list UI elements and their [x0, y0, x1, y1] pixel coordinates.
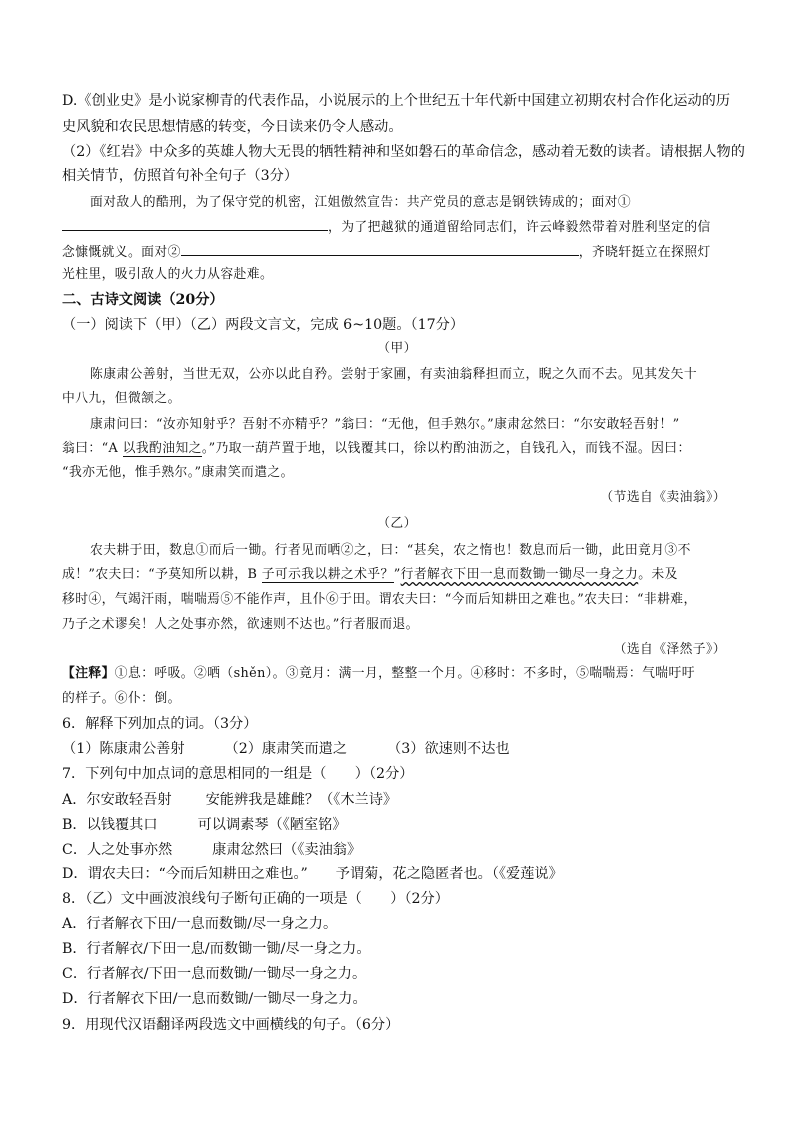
q9-stem: 9．用现代汉语翻译两段选文中画横线的句子。（6分）: [62, 1017, 400, 1033]
q2-paragraph-line3-text: 念慷慨就义。面对②: [62, 245, 181, 260]
q7-option-c-1: C．人之处事亦然: [62, 842, 173, 858]
passage-yi-line2: [62, 565, 678, 585]
q8-option-b[interactable]: B．行者解衣/下田一息/而数锄一锄/尽一身之力。: [62, 941, 371, 957]
q2-stem-line1: （2）《红岩》中众多的英雄人物大无畏的牺牲精神和坚如磐石的革命信念，感动着无数的读者。请根据人物的: [62, 144, 745, 160]
passage-jia-line1: 陈康肃公善射，当世无双，公亦以此自矜。尝射于家圃，有卖油翁释担而立，睨之久而不去。见其发矢十: [90, 367, 698, 382]
passage-yi-label: （乙）: [377, 516, 417, 531]
q6-item-1: （1）陈康肃公善射: [62, 741, 185, 757]
passage-jia-source: （节选自《卖油翁》）: [600, 490, 726, 505]
answer-blank-2[interactable]: [181, 241, 579, 256]
q7-option-b[interactable]: [62, 815, 347, 835]
q7-option-d-1: D．谓农夫曰：“今而后知耕田之难也。”: [62, 866, 308, 882]
passage-jia-line4-pre: 翁曰：“A: [62, 441, 123, 456]
passage-yi-source: （选自《泽然子》）: [613, 642, 726, 657]
q8-option-d[interactable]: D．行者解衣下田/一息而数锄/一锄尽一身之力。: [62, 991, 367, 1007]
q1-option-d-line2: 史风貌和农民思想情感的转变，今日读来仍令人感动。: [62, 119, 403, 135]
q7-option-a-1: A．尔安敢轻吾射: [62, 792, 172, 808]
passage-yi-line2-pre: 成！”农夫曰：“予莫知所以耕，B: [62, 567, 262, 582]
q2-paragraph-line4: 光柱里，吸引敌人的火力从容赴难。: [62, 267, 274, 282]
passage-jia-line2: 中八九，但微颔之。: [62, 391, 181, 406]
q2-paragraph-line2-text: ，为了把越狱的通道留给同志们，许云峰毅然带着对胜利坚定的信: [328, 220, 711, 235]
passage-yi-line2-post: 。未及: [638, 567, 678, 582]
passage-jia-line4-post: 。”乃取一葫芦置于地，以钱覆其口，徐以杓酌油沥之，自钱孔入，而钱不湿。因曰：: [201, 441, 691, 456]
section-2-subtitle: （一）阅读下（甲）（乙）两段文言文，完成 6~10题。（17分）: [62, 317, 465, 333]
passage-yi-line1: 农夫耕于田，数息①而后一锄。行者见而哂②之，曰：“甚矣，农之惰也！数息而后一锄，此田竟月③不: [90, 543, 691, 558]
wavy-underlined-sentence: 行者解衣下田一息而数锄一锄尽一身之力: [400, 567, 639, 582]
passage-yi-line2-mid: ”: [393, 567, 401, 582]
q1-option-d-line1: D.《创业史》是小说家柳青的代表作品，小说展示的上个世纪五十年代新中国建立初期农村合作化运动的历: [62, 93, 731, 109]
q7-option-b-2: 可以调素琴（《陋室铭》: [197, 817, 347, 833]
q2-paragraph-line2: [62, 216, 711, 238]
q6-item-2: （2）康肃笑而遣之: [224, 741, 348, 757]
q7-option-a-2: 安能辨我是雄雌？（《木兰诗》: [205, 792, 398, 808]
underlined-sentence-b: 子可示我以耕之术乎？: [261, 567, 394, 582]
q7-stem: 7．下列句中加点词的意思相同的一组是（ ）（2分）: [62, 766, 414, 782]
passage-yi-line4: 乃子之术谬矣！人之处事亦然，欲速则不达也。”行者服而退。: [62, 617, 419, 632]
q7-option-c[interactable]: [62, 840, 361, 860]
answer-blank-1[interactable]: [62, 216, 328, 231]
q2-paragraph-line1: 面对敌人的酷刑，为了保守党的机密，江姐傲然宣告：共产党员的意志是钢铁铸成的；面对①: [90, 195, 632, 210]
q7-option-a[interactable]: [62, 790, 397, 810]
passage-jia-label: （甲）: [377, 341, 417, 356]
q8-option-c[interactable]: C．行者解衣/下田一息而数锄/一锄尽一身之力。: [62, 966, 367, 982]
passage-jia-line3: 康肃问曰：“汝亦知射乎？吾射不亦精乎？”翁曰：“无他，但手熟尔。”康肃忿然曰：“尔安敢轻吾射！”: [90, 417, 680, 432]
q6-stem: 6．解释下列加点的词。（3分）: [62, 716, 258, 732]
q8-option-a[interactable]: A．行者解衣下田/一息而数锄/尽一身之力。: [62, 916, 338, 932]
passage-jia-line5: “我亦无他，惟手熟尔。”康肃笑而遣之。: [62, 465, 294, 480]
q7-option-d[interactable]: [62, 864, 563, 884]
notes-line1: [62, 664, 695, 684]
q8-stem: 8．（乙）文中画波浪线句子断句正确的一项是（ ）（2分）: [62, 891, 449, 907]
q7-option-d-2: 予谓菊，花之隐匿者也。（《爱莲说》: [335, 866, 563, 882]
q2-stem-line2: 相关情节，仿照首句补全句子（3分）: [62, 168, 299, 184]
underlined-sentence-a: 以我酌油知之: [122, 441, 202, 456]
passage-yi-line3: 移时④，气竭汗雨，喘喘焉⑤不能作声，且仆⑥于田。谓农夫曰：“今而后知耕田之难也。”农夫曰：“非耕难，: [62, 592, 697, 607]
q7-option-b-1: B．以钱覆其口: [62, 817, 158, 833]
notes-line1-text: ①息：呼吸。②哂（shěn）。③竟月：满一月，整整一个月。④移时：不多时，⑤喘喘焉：气喘吁吁: [114, 666, 695, 681]
q2-paragraph-line3-after: ，齐晓轩挺立在探照灯: [578, 245, 711, 260]
q7-option-c-2: 康肃忿然曰（《卖油翁》: [212, 842, 362, 858]
q6-item-3: （3）欲速则不达也: [387, 741, 510, 757]
notes-line2: 的样子。⑥仆：倒。: [62, 691, 181, 706]
passage-jia-line4: [62, 439, 691, 459]
q6-items: [62, 739, 510, 759]
q2-paragraph-line3: [62, 241, 711, 263]
notes-label: 【注释】: [62, 666, 115, 681]
section-2-title: 二、古诗文阅读（20分）: [62, 292, 224, 308]
